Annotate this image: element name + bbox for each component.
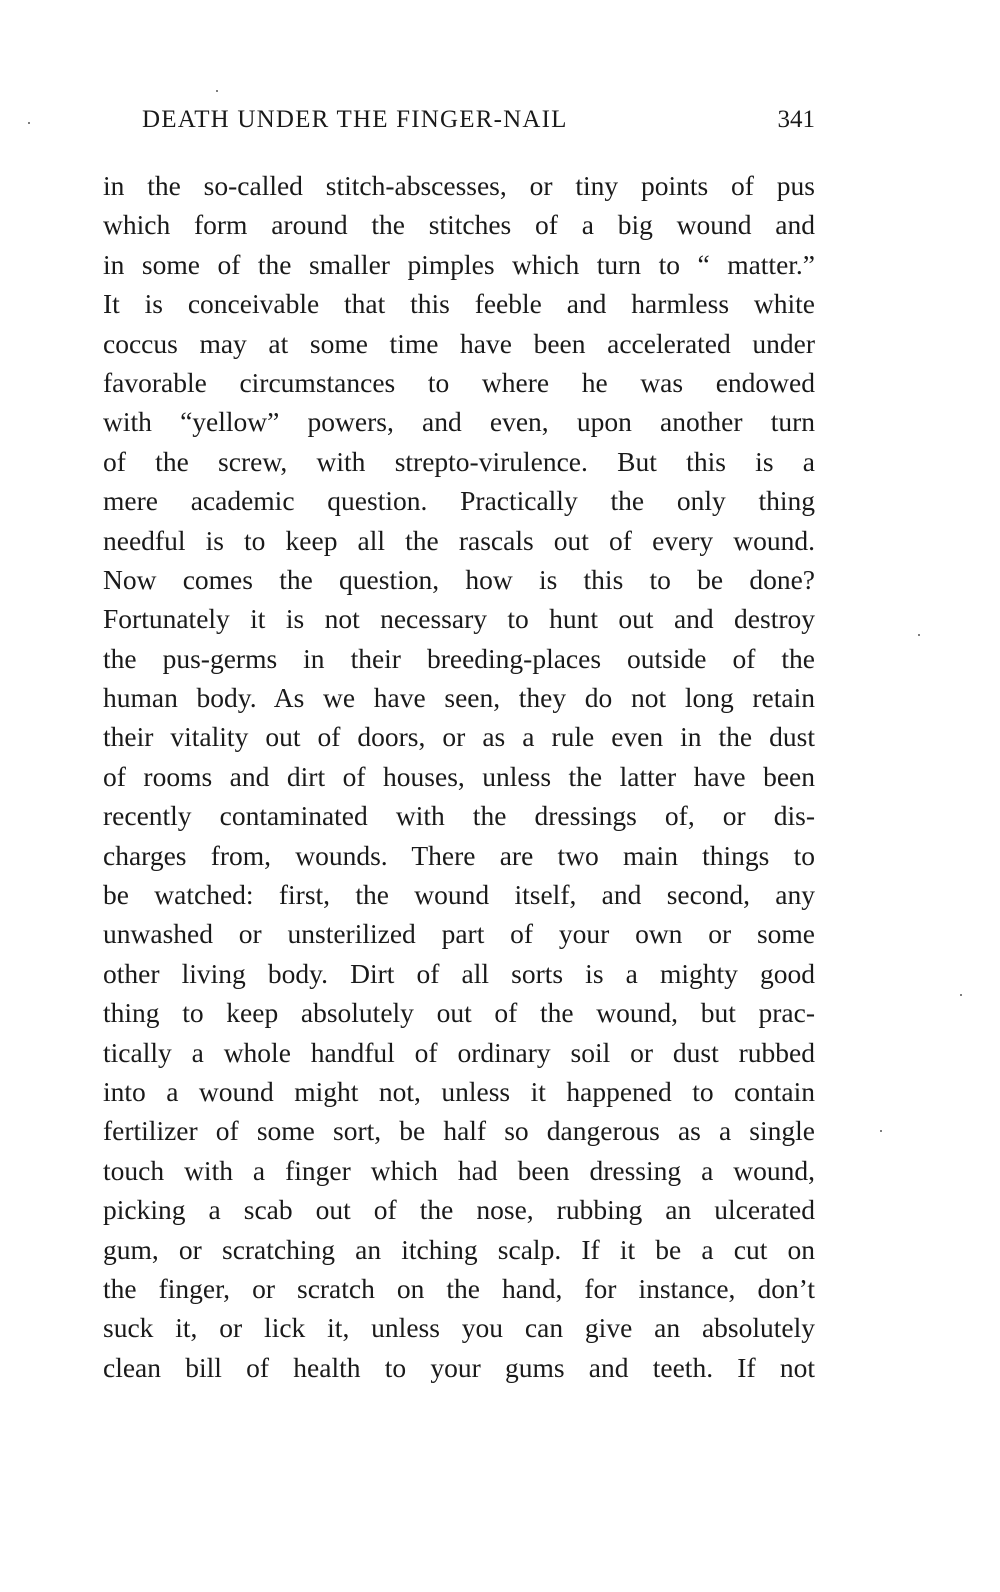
- text-line: needful is to keep all the rascals out of every wound.: [103, 524, 815, 556]
- text-line: in some of the smaller pimples which turn to “ matter.”: [103, 248, 815, 280]
- text-line: thing to keep absolutely out of the wound, but prac-: [103, 997, 815, 1029]
- text-line: clean bill of health to your gums and teeth. If not: [103, 1351, 815, 1383]
- text-line: the pus-germs in their breeding-places outside of the: [103, 642, 815, 674]
- text-line: favorable circumstances to where he was endowed: [103, 366, 815, 398]
- text-line: other living body. Dirt of all sorts is a mighty good: [103, 957, 815, 989]
- text-line: mere academic question. Practically the only thing: [103, 485, 815, 517]
- text-line: Now comes the question, how is this to be done?: [103, 563, 815, 595]
- text-line: their vitality out of doors, or as a rule even in the dust: [103, 721, 815, 753]
- text-line: tically a whole handful of ordinary soil or dust rubbed: [103, 1036, 815, 1068]
- text-line: into a wound might not, unless it happened to contain: [103, 1075, 815, 1107]
- page-header: [103, 106, 815, 142]
- text-line: of the screw, with strepto-virulence. But this is a: [103, 445, 815, 477]
- running-title: DEATH UNDER THE FINGER-NAIL: [142, 106, 568, 133]
- text-line: the finger, or scratch on the hand, for instance, don’t: [103, 1272, 815, 1304]
- body-text: [103, 166, 815, 1387]
- text-line: touch with a finger which had been dressing a wound,: [103, 1154, 815, 1186]
- text-line: recently contaminated with the dressings of, or dis-: [103, 800, 815, 832]
- text-line: fertilizer of some sort, be half so dangerous as a single: [103, 1115, 815, 1147]
- text-line: It is conceivable that this feeble and harmless white: [103, 288, 815, 320]
- scan-speck: [918, 634, 920, 636]
- text-line: unwashed or unsterilized part of your own or some: [103, 918, 815, 950]
- text-line: suck it, or lick it, unless you can give an absolutely: [103, 1312, 815, 1344]
- text-line: with “yellow” powers, and even, upon another turn: [103, 406, 815, 438]
- scan-speck: [960, 994, 962, 996]
- scan-speck: [880, 1130, 882, 1132]
- scan-speck: [216, 90, 218, 92]
- text-line: in the so-called stitch-abscesses, or tiny points of pus: [103, 170, 815, 201]
- text-line: human body. As we have seen, they do not long retain: [103, 682, 815, 714]
- text-line: picking a scab out of the nose, rubbing an ulcerated: [103, 1194, 815, 1226]
- scan-speck: [28, 122, 30, 124]
- text-line: which form around the stitches of a big wound and: [103, 209, 815, 241]
- text-line: coccus may at some time have been accelerated under: [103, 327, 815, 359]
- text-line: of rooms and dirt of houses, unless the latter have been: [103, 760, 815, 792]
- text-line: charges from, wounds. There are two main things to: [103, 839, 815, 871]
- text-line: be watched: first, the wound itself, and second, any: [103, 879, 815, 911]
- text-line: Fortunately it is not necessary to hunt out and destroy: [103, 603, 815, 635]
- page-number: 341: [777, 106, 815, 133]
- text-line: gum, or scratching an itching scalp. If it be a cut on: [103, 1233, 815, 1265]
